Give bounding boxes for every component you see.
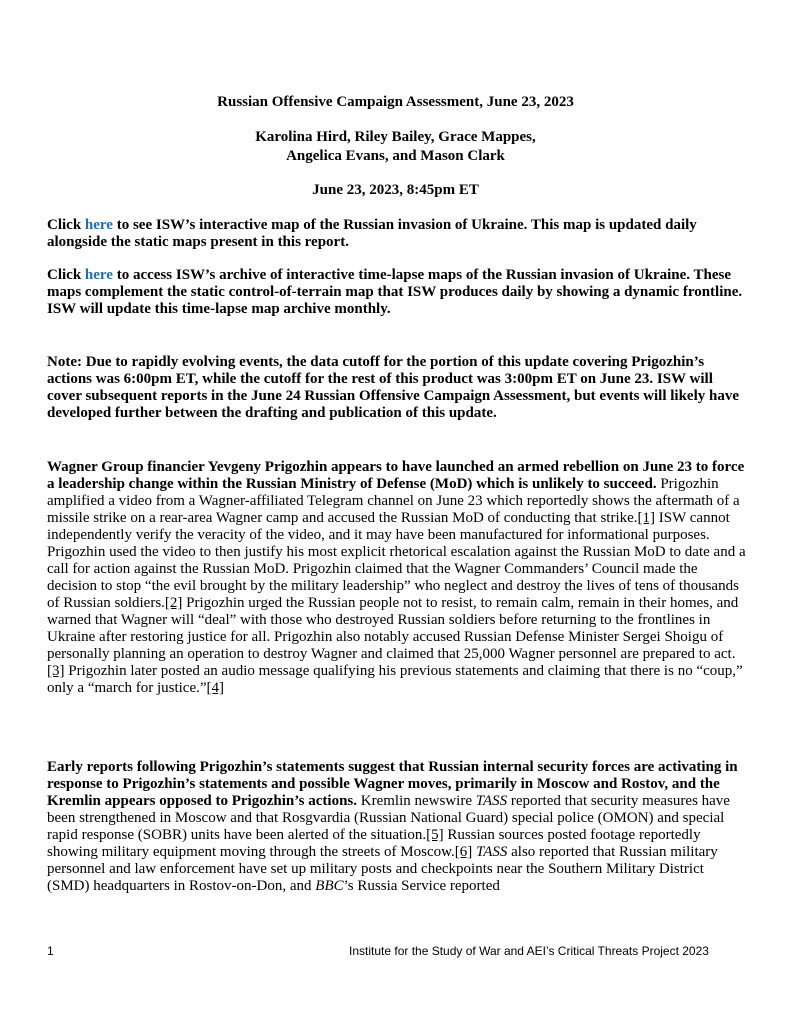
security-forces-paragraph: Early reports following Prigozhin’s statements suggest that Russian internal security forces are activating in response to Prigozhin’s statements and possible Wagner moves, primarily in Moscow and Rostov, and the Kremlin appears opposed to Prigozhin’s actions. Kremlin newswire TASS reported that security measures have been strengthened in Moscow and that Rosgvardia (Russian National Guard) special police (OMON) and special rapid response (SOBR) units have been alerted of the situation.[5] Russian sources posted footage reportedly showing military equipment moving through the streets of Moscow.[6] TASS also reported that Russian military personnel and law enforcement have set up military posts and checkpoints near the Southern Military District (SMD) headquarters in Rostov-on-Don, and BBC’s Russia Service reported [47,759,738,894]
authors-line-1: Karolina Hird, Riley Bailey, Grace Mappes, [255,129,536,145]
time-lapse-archive-paragraph: Click here to access ISW’s archive of interactive time-lapse maps of the Russian invasion of Ukraine. These maps complement the static control-of-terrain map that ISW produces daily by showing a dynamic frontline. ISW will update this time-lapse map archive monthly. [47,267,743,317]
paragraph-lead: Early reports following Prigozhin’s statements suggest that Russian internal security forces are activating in response to Prigozhin’s statements and possible Wagner moves, primarily in Moscow and Rostov, and the Kremlin appears opposed to Prigozhin’s actions. [47,759,738,809]
interactive-map-link[interactable]: here [84,217,113,233]
footnote-ref-6[interactable]: [6] [454,844,473,860]
footnote-ref-4[interactable]: [4] [206,680,225,696]
footnote-ref-2[interactable]: [2] [164,595,183,611]
footnote-ref-1[interactable]: [1] [637,510,656,526]
footnote-ref-3[interactable]: [3] [47,663,65,679]
data-cutoff-note: Note: Due to rapidly evolving events, the data cutoff for the portion of this update covering Prigozhin’s actions was 6:00pm ET, while the cutoff for the rest of this product was 3:00pm ET on June 23. ISW will cover subsequent reports in the June 24 Russian Offensive Campaign Assessment, but events will likely have developed further between the drafting and publication of this update. [47,354,739,421]
document-date: June 23, 2023, 8:45pm ET [312,182,479,198]
interactive-map-paragraph: Click here to see ISW’s interactive map of the Russian invasion of Ukraine. This map is updated daily alongside the static maps present in this report. [47,217,697,250]
document-title: Russian Offensive Campaign Assessment, June 23, 2023 [217,94,574,110]
prigozhin-rebellion-paragraph: Wagner Group financier Yevgeny Prigozhin appears to have launched an armed rebellion on June 23 to force a leadership change within the Russian Ministry of Defense (MoD) which is unlikely to succeed. Prigozhin amplified a video from a Wagner-affiliated Telegram channel on June 23 which reportedly shows the aftermath of a missile strike on a rear-area Wagner camp and accused the Russian MoD of conducting that strike.[1] ISW cannot independently verify the veracity of the video, and it may have been manufactured for informational purposes. Prigozhin used the video to then justify his most explicit rhetorical escalation against the Russian MoD to date and a call for action against the Russian MoD. Prigozhin claimed that the Wagner Commanders’ Council made the decision to stop “the evil brought by the military leadership” who neglect and destroy the lives of tens of thousands of Russian soldiers.[2] Prigozhin urged the Russian people not to resist, to remain calm, remain in their homes, and warned that Wagner will “deal” with those who destroyed Russian soldiers before returning to the frontlines in Ukraine after restoring justice for all. Prigozhin also notably accused Russian Defense Minister Sergei Shoigu of personally planning an operation to destroy Wagner and claimed that 25,000 Wagner personnel are prepared to act.[3] Prigozhin later posted an audio message qualifying his previous statements and claiming that there is no “coup,” only a “march for justice.”[4] [47,459,746,696]
footer-credit: Institute for the Study of War and AEI’s Critical Threats Project 2023 [349,944,709,958]
paragraph-lead: Wagner Group financier Yevgeny Prigozhin appears to have launched an armed rebellion on June 23 to force a leadership change within the Russian Ministry of Defense (MoD) which is unlikely to succeed. [47,459,745,492]
footnote-ref-5[interactable]: [5] [426,827,444,843]
page-number: 1 [47,944,54,958]
authors-line-2: Angelica Evans, and Mason Clark [286,148,505,164]
time-lapse-archive-link[interactable]: here [84,267,113,283]
